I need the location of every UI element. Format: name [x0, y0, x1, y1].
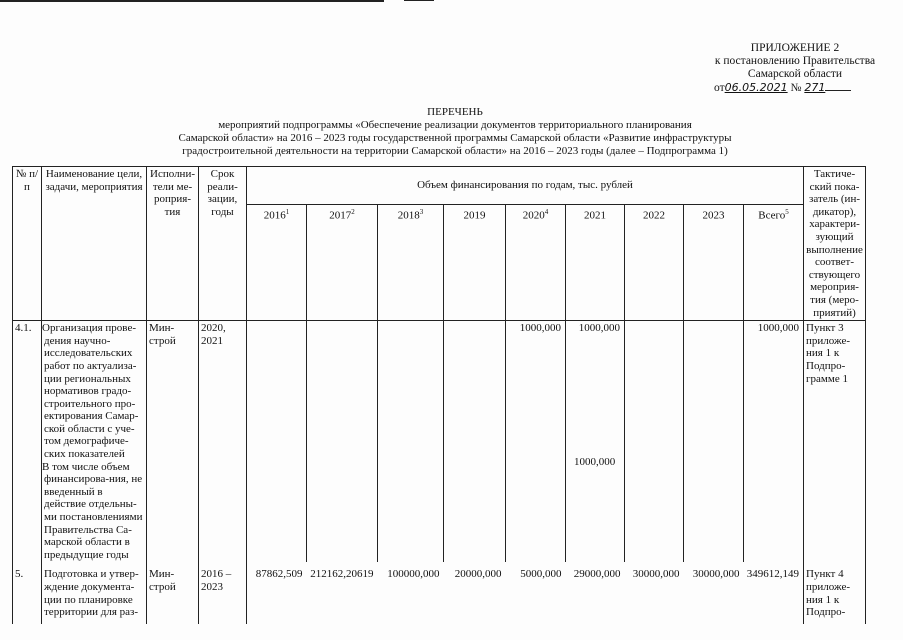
value-2021: 1000,000 1000,000 [566, 321, 625, 563]
row-name: Подготовка и утвер-ждение документа-ции по планировке территории для раз- [42, 562, 147, 624]
subvalue-2021: 1000,000 [574, 456, 616, 469]
value-2023: 30000,000 [692, 568, 740, 581]
year-header: 2020$^4$ [506, 204, 566, 320]
year-header: 2017$^2$ [307, 204, 378, 320]
row-indicator: Пункт 3 приложе-ния 1 к Подпро-грамме 1 [804, 321, 866, 563]
appendix-block [700, 42, 890, 95]
value-2016 [247, 321, 307, 563]
year-header-total: Всего$^5$ [744, 204, 804, 320]
appendix-line-2: Самарской области [747, 68, 843, 80]
value-2020: 5000,000 [520, 568, 562, 581]
number-prefix: № [790, 82, 802, 94]
value-2017 [307, 321, 378, 563]
value-total: 349612,149 [746, 568, 799, 581]
value-2018 [378, 321, 444, 563]
appendix-line-1: к постановлению Правительства [714, 55, 876, 67]
row-indicator: Пункт 4 приложе-ния 1 к Подпро- [804, 562, 866, 624]
row-term: 2020, 2021 [199, 321, 247, 563]
value-2021: 29000,000 [573, 568, 621, 581]
value-2023 [684, 321, 744, 563]
date-prefix: от [714, 82, 725, 94]
scan-top-edge-line [0, 0, 384, 2]
year-header: 2021 [566, 204, 625, 320]
header-executor: Исполни-тели ме-роприя-тия [147, 167, 199, 321]
value-2018: 100000,000 [387, 568, 440, 581]
year-header: 2022 [625, 204, 684, 320]
row-term: 2016 – 2023 [199, 562, 247, 624]
row-subname: В том числе объем финансирова-ния, не введенный в действие отдельны-ми постановлениями Правительства Са-марской области в предыдущие годы [42, 460, 143, 561]
appendix-title: ПРИЛОЖЕНИЕ 2 [750, 42, 840, 54]
value-2017: 212162,20619 [310, 568, 374, 581]
heading-line-2: Самарской области» на 2016 – 2023 годы государственной программы Самарской области «Развитие инфраструктуры [178, 132, 732, 144]
table-row [13, 321, 866, 563]
document-heading [170, 106, 740, 158]
value-2022: 30000,000 [632, 568, 680, 581]
heading-line-3: градостроительной деятельности на территории Самарской области» на 2016 – 2023 годы (далее – Подпрограмма 1) [182, 145, 728, 157]
year-header: 2023 [684, 204, 744, 320]
handwritten-date: 06.05.2021 [724, 81, 788, 94]
header-funding: Объем финансирования по годам, тыс. рублей [247, 167, 804, 205]
value-2022 [625, 321, 684, 563]
value-total: 1000,000 [744, 321, 804, 563]
value-2019 [444, 321, 506, 563]
heading-title: ПЕРЕЧЕНЬ [427, 106, 483, 118]
header-name: Наименование цели, задачи, мероприятия [42, 167, 147, 321]
row-executor: Мин-строй [147, 562, 199, 624]
appendix-date-line [700, 81, 890, 95]
heading-line-1: мероприятий подпрограммы «Обеспечение реализации документов территориального планирования [218, 119, 692, 131]
table-row [13, 562, 866, 624]
funding-table [12, 166, 866, 624]
year-header: 2018$^3$ [378, 204, 444, 320]
scan-top-edge-line-right [404, 0, 434, 1]
year-header: 2019 [444, 204, 506, 320]
row-num: 4.1. [13, 321, 42, 563]
year-header: 2016$^1$ [247, 204, 307, 320]
header-num: № п/п [13, 167, 42, 321]
header-indicator: Тактиче-ский пока-затель (ин-дикатор), характери-зующий выполнение соответ-ствующего мероприя-тия (меро-приятий) [804, 167, 866, 321]
value-2016: 87862,509 [255, 568, 303, 581]
table-header-row [13, 167, 866, 205]
row-num: 5. [13, 562, 42, 624]
value-2019: 20000,000 [454, 568, 502, 581]
handwritten-number: 271 [804, 81, 826, 94]
value-2020: 1000,000 [506, 321, 566, 563]
row-executor: Мин-строй [147, 321, 199, 563]
header-term: Срок реали-зации, годы [199, 167, 247, 321]
row-name: Организация прове-дения научно-исследовательских работ по актуализа-ции региональных нормативов градо-строительного про-ектирования Самар-ской области с уче-том демографиче-ских показателей В том числе объем финансирова-ния, не введенный в действие отдельны-ми постановлениями Правительства Са-марской области в предыдущие годы [42, 321, 147, 563]
